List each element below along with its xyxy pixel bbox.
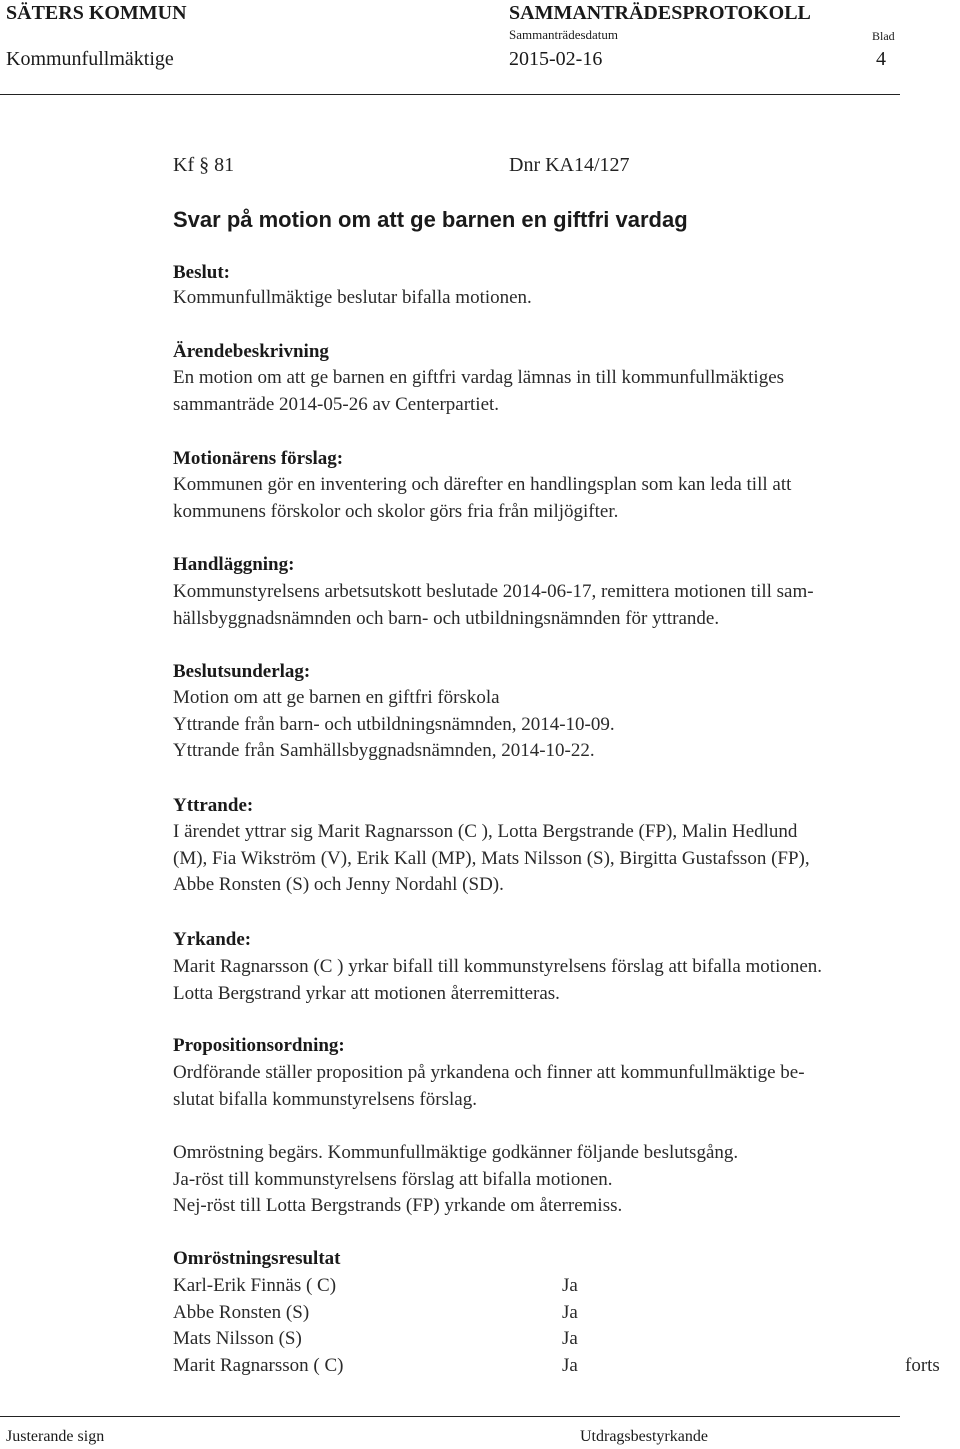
handlaggning-line: hällsbyggnadsnämnden och barn- och utbildningsnämnden för yttrande. bbox=[173, 607, 720, 629]
result-name-1: Abbe Ronsten (S) bbox=[173, 1302, 310, 1323]
omrostning-line: Ja-röst till kommunstyrelsens förslag att bifalla motionen. bbox=[173, 1168, 613, 1190]
arende-text bbox=[173, 365, 784, 418]
omrostning-text bbox=[173, 1140, 738, 1220]
yttrande-line: (M), Fia Wikström (V), Erik Kall (MP), Mats Nilsson (S), Birgitta Gustafsson (FP), bbox=[173, 847, 810, 869]
handlaggning-text bbox=[173, 579, 814, 632]
heading-beslutsunderlag: Beslutsunderlag: bbox=[173, 661, 311, 682]
proposition-line: slutat bifalla kommunstyrelsens förslag. bbox=[173, 1088, 477, 1110]
result-vote-1: Ja bbox=[562, 1302, 578, 1323]
footer-utdragsbestyrkande: Utdragsbestyrkande bbox=[580, 1428, 708, 1445]
result-name-3: Marit Ragnarsson ( C) bbox=[173, 1355, 344, 1376]
case-title: Svar på motion om att ge barnen en giftfri vardag bbox=[173, 207, 688, 232]
yrkande-text bbox=[173, 954, 822, 1007]
footer-rule bbox=[0, 1416, 900, 1417]
paragraph-number: Kf § 81 bbox=[173, 154, 235, 176]
heading-handlaggning: Handläggning: bbox=[173, 554, 295, 575]
handlaggning-line: Kommunstyrelsens arbetsutskott beslutade 2014-06-17, remittera motionen till sam- bbox=[173, 581, 814, 602]
diary-number: Dnr KA14/127 bbox=[509, 154, 630, 176]
heading-arendebeskrivning: Ärendebeskrivning bbox=[173, 341, 329, 362]
result-vote-0: Ja bbox=[562, 1275, 578, 1296]
meeting-date: 2015-02-16 bbox=[509, 48, 603, 70]
footer-justerande-sign: Justerande sign bbox=[6, 1428, 105, 1445]
page-number: 4 bbox=[876, 48, 886, 70]
motionarens-line: Kommunen gör en inventering och därefter en handlingsplan som kan leda till att bbox=[173, 474, 792, 495]
heading-omrostningsresultat: Omröstningsresultat bbox=[173, 1248, 341, 1269]
motionarens-text bbox=[173, 472, 791, 525]
date-label: Sammanträdesdatum bbox=[509, 27, 619, 42]
beslutsunderlag-line: Yttrande från barn- och utbildningsnämnden, 2014-10-09. bbox=[173, 713, 615, 735]
header-rule bbox=[0, 94, 900, 95]
beslut-line: Kommunfullmäktige beslutar bifalla motionen. bbox=[173, 287, 532, 308]
proposition-text bbox=[173, 1060, 805, 1113]
document-type: SAMMANTRÄDESPROTOKOLL bbox=[509, 2, 811, 24]
proposition-line: Ordförande ställer proposition på yrkandena och finner att kommunfullmäktige be- bbox=[173, 1062, 805, 1083]
arende-line: sammanträde 2014-05-26 av Centerpartiet. bbox=[173, 393, 500, 415]
yrkande-line: Marit Ragnarsson (C ) yrkar bifall till kommunstyrelsens förslag att bifalla motionen. bbox=[173, 956, 823, 977]
yrkande-line: Lotta Bergstrand yrkar att motionen återremitteras. bbox=[173, 982, 560, 1004]
omrostning-line: Nej-röst till Lotta Bergstrands (FP) yrkande om återremiss. bbox=[173, 1195, 623, 1216]
continued-note: forts bbox=[905, 1355, 940, 1376]
result-vote-2: Ja bbox=[562, 1328, 578, 1349]
result-vote-3: Ja bbox=[562, 1355, 578, 1376]
beslutsunderlag-line: Motion om att ge barnen en giftfri förskola bbox=[173, 687, 500, 708]
page-label: Blad bbox=[872, 29, 895, 43]
beslut-text bbox=[173, 285, 532, 312]
yttrande-line: Abbe Ronsten (S) och Jenny Nordahl (SD). bbox=[173, 874, 504, 895]
heading-motionarens-forslag: Motionärens förslag: bbox=[173, 448, 344, 469]
heading-yttrande: Yttrande: bbox=[173, 795, 254, 816]
heading-propositionsordning: Propositionsordning: bbox=[173, 1035, 345, 1056]
motionarens-line: kommunens förskolor och skolor görs fria från miljögifter. bbox=[173, 500, 619, 522]
org-name: SÄTERS KOMMUN bbox=[6, 2, 187, 24]
body-name: Kommunfullmäktige bbox=[6, 48, 174, 70]
omrostning-line: Omröstning begärs. Kommunfullmäktige godkänner följande beslutsgång. bbox=[173, 1142, 739, 1163]
heading-beslut: Beslut: bbox=[173, 262, 230, 283]
result-name-2: Mats Nilsson (S) bbox=[173, 1328, 302, 1349]
heading-yrkande: Yrkande: bbox=[173, 929, 252, 950]
result-name-0: Karl-Erik Finnäs ( C) bbox=[173, 1275, 337, 1296]
beslutsunderlag-line: Yttrande från Samhällsbyggnadsnämnden, 2014-10-22. bbox=[173, 740, 595, 761]
yttrande-text bbox=[173, 819, 810, 899]
yttrande-line: I ärendet yttrar sig Marit Ragnarsson (C ), Lotta Bergstrande (FP), Malin Hedlund bbox=[173, 821, 798, 842]
arende-line: En motion om att ge barnen en giftfri vardag lämnas in till kommunfullmäktiges bbox=[173, 367, 785, 388]
beslutsunderlag-text bbox=[173, 685, 615, 765]
